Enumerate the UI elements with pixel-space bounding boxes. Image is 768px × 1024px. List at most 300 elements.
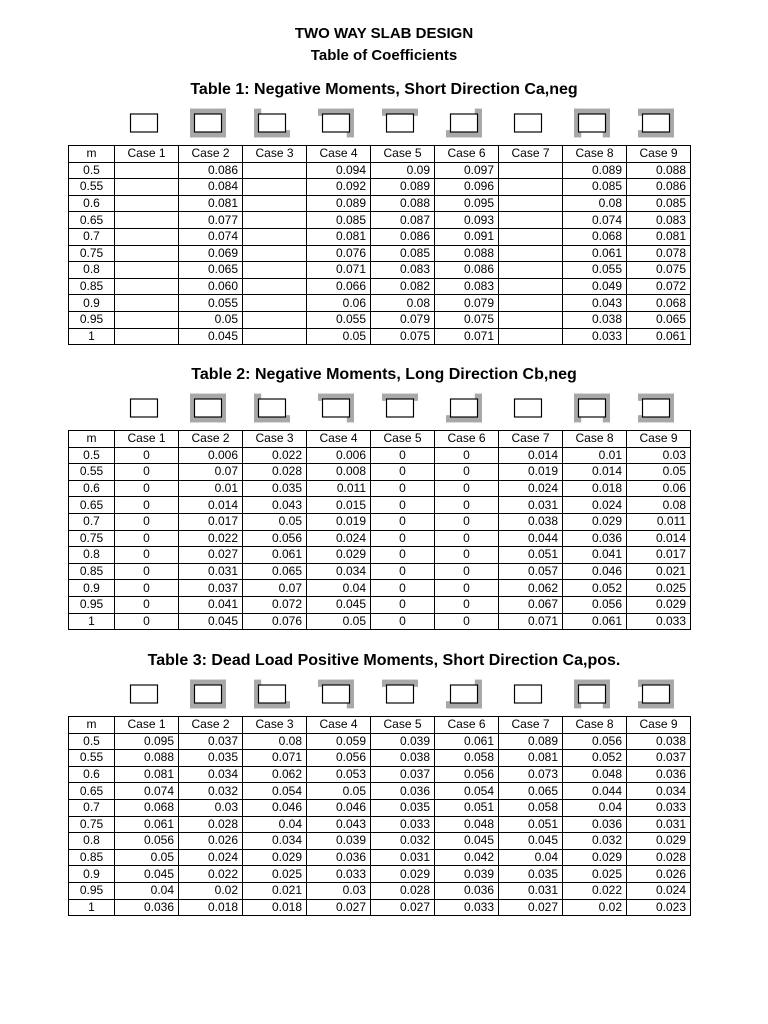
coefficient-cell: 0.081 <box>307 228 371 245</box>
coefficient-cell: 0 <box>115 530 179 547</box>
ratio-cell: 0.75 <box>69 245 115 262</box>
coefficient-cell <box>243 245 307 262</box>
coefficient-cell: 0 <box>371 447 435 464</box>
coefficient-cell: 0.065 <box>243 563 307 580</box>
coefficient-cell: 0 <box>435 464 499 481</box>
coefficient-cell: 0.045 <box>179 328 243 345</box>
coefficient-cell: 0.08 <box>371 295 435 312</box>
coefficient-cell: 0.039 <box>435 866 499 883</box>
case-5-slab-icon <box>382 108 418 138</box>
coefficient-cell: 0.036 <box>627 766 691 783</box>
coefficient-cell: 0 <box>115 596 179 613</box>
coefficient-cell <box>115 245 179 262</box>
coefficient-cell: 0 <box>371 513 435 530</box>
coefficient-cell: 0.052 <box>563 750 627 767</box>
coefficient-cell: 0.051 <box>499 816 563 833</box>
slab-panel-outline <box>579 399 606 417</box>
coefficient-cell: 0.019 <box>307 513 371 530</box>
case-8-slab-icon <box>574 393 610 423</box>
coefficient-cell: 0.032 <box>179 783 243 800</box>
coefficient-cell: 0.039 <box>307 833 371 850</box>
coefficient-cell: 0 <box>115 447 179 464</box>
coefficient-cell: 0.085 <box>563 179 627 196</box>
coefficient-cell: 0.061 <box>435 733 499 750</box>
coefficient-cell: 0.061 <box>563 613 627 630</box>
table-row <box>69 882 691 899</box>
coefficient-cell: 0.045 <box>115 866 179 883</box>
coefficient-cell: 0.04 <box>563 799 627 816</box>
coefficient-cell: 0.049 <box>563 278 627 295</box>
coefficient-cell: 0.024 <box>563 497 627 514</box>
ratio-cell: 0.85 <box>69 849 115 866</box>
ratio-cell: 0.6 <box>69 766 115 783</box>
table-row <box>69 816 691 833</box>
coefficient-cell: 0.038 <box>563 311 627 328</box>
coefficient-cell: 0.068 <box>563 228 627 245</box>
coefficient-cell: 0.075 <box>435 311 499 328</box>
coefficient-cell: 0.073 <box>499 766 563 783</box>
slab-panel-outline <box>643 685 670 703</box>
coefficient-cell: 0.065 <box>179 262 243 279</box>
coefficient-cell: 0.097 <box>435 162 499 179</box>
ratio-cell: 0.55 <box>69 179 115 196</box>
slab-panel-outline <box>195 399 222 417</box>
coefficient-cell: 0.028 <box>627 849 691 866</box>
column-header-case-8: Case 8 <box>563 431 627 448</box>
coefficient-cell <box>243 278 307 295</box>
case-9-slab-icon <box>638 393 674 423</box>
coefficient-cell: 0.027 <box>179 547 243 564</box>
coefficient-cell: 0.029 <box>563 849 627 866</box>
column-header-case-5: Case 5 <box>371 431 435 448</box>
column-header-case-4: Case 4 <box>307 146 371 163</box>
coefficient-cell: 0.038 <box>371 750 435 767</box>
coefficient-cell: 0.029 <box>627 833 691 850</box>
coefficient-cell: 0.074 <box>563 212 627 229</box>
coefficient-cell: 0.029 <box>307 547 371 564</box>
coefficient-cell: 0.056 <box>563 733 627 750</box>
coefficient-cell: 0.089 <box>307 195 371 212</box>
coefficient-cell: 0.06 <box>627 480 691 497</box>
coefficient-cell: 0.029 <box>371 866 435 883</box>
coefficient-cell: 0 <box>371 580 435 597</box>
column-header-case-7: Case 7 <box>499 146 563 163</box>
coefficient-cell: 0 <box>115 580 179 597</box>
coefficient-cell: 0.01 <box>563 447 627 464</box>
coefficient-cell: 0.08 <box>563 195 627 212</box>
coefficient-cell: 0.022 <box>243 447 307 464</box>
coefficient-cell: 0.075 <box>371 328 435 345</box>
coefficient-cell: 0.083 <box>371 262 435 279</box>
coefficient-cell: 0.056 <box>307 750 371 767</box>
case-4-slab-icon <box>318 679 354 709</box>
coefficient-cell: 0.011 <box>307 480 371 497</box>
coefficient-cell: 0.037 <box>627 750 691 767</box>
coefficient-cell: 0.014 <box>499 447 563 464</box>
coefficient-cell: 0.046 <box>563 563 627 580</box>
slab-panel-outline <box>451 685 478 703</box>
coefficient-cell: 0 <box>371 563 435 580</box>
coefficient-table-3 <box>68 716 691 916</box>
column-header-case-4: Case 4 <box>307 431 371 448</box>
coefficient-cell: 0.052 <box>563 580 627 597</box>
coefficient-cell: 0 <box>371 480 435 497</box>
coefficient-cell <box>243 212 307 229</box>
coefficient-cell <box>499 179 563 196</box>
coefficient-cell: 0.07 <box>179 464 243 481</box>
coefficient-cell <box>115 311 179 328</box>
column-header-case-2: Case 2 <box>179 717 243 734</box>
coefficient-cell: 0 <box>435 596 499 613</box>
coefficient-cell: 0.089 <box>499 733 563 750</box>
table-1-title: Table 1: Negative Moments, Short Direction Ca,neg <box>190 81 578 98</box>
coefficient-cell: 0.093 <box>435 212 499 229</box>
coefficient-cell: 0.018 <box>243 899 307 916</box>
coefficient-cell: 0.033 <box>435 899 499 916</box>
table-2-title: Table 2: Negative Moments, Long Direction Cb,neg <box>191 366 577 383</box>
coefficient-cell <box>115 262 179 279</box>
slab-panel-outline <box>195 685 222 703</box>
coefficient-cell: 0.071 <box>435 328 499 345</box>
ratio-cell: 0.5 <box>69 733 115 750</box>
case-6-slab-icon <box>446 393 482 423</box>
coefficient-cell: 0.051 <box>435 799 499 816</box>
column-header-m: m <box>69 717 115 734</box>
coefficient-cell: 0.034 <box>307 563 371 580</box>
coefficient-cell: 0.05 <box>307 783 371 800</box>
table-row <box>69 613 691 630</box>
coefficient-cell: 0.062 <box>243 766 307 783</box>
coefficient-cell: 0.046 <box>243 799 307 816</box>
coefficient-cell: 0.035 <box>499 866 563 883</box>
column-header-case-3: Case 3 <box>243 431 307 448</box>
coefficient-cell: 0.04 <box>115 882 179 899</box>
coefficient-cell: 0.042 <box>435 849 499 866</box>
slab-panel-outline <box>195 114 222 132</box>
coefficient-cell: 0.058 <box>499 799 563 816</box>
table-header-row <box>69 717 691 734</box>
coefficient-cell: 0.033 <box>563 328 627 345</box>
column-header-case-5: Case 5 <box>371 717 435 734</box>
coefficient-cell: 0 <box>115 464 179 481</box>
coefficient-cell: 0.081 <box>627 228 691 245</box>
coefficient-cell: 0.077 <box>179 212 243 229</box>
ratio-cell: 0.8 <box>69 262 115 279</box>
coefficient-cell <box>115 195 179 212</box>
coefficient-cell: 0.022 <box>563 882 627 899</box>
coefficient-cell: 0.006 <box>307 447 371 464</box>
ratio-cell: 0.6 <box>69 480 115 497</box>
coefficient-cell <box>499 278 563 295</box>
column-header-case-6: Case 6 <box>435 431 499 448</box>
case-icon-row <box>0 679 768 713</box>
coefficient-cell: 0.029 <box>563 513 627 530</box>
case-7-slab-icon <box>510 393 546 423</box>
coefficient-cell: 0.023 <box>627 899 691 916</box>
ratio-cell: 0.9 <box>69 295 115 312</box>
coefficient-cell: 0.014 <box>179 497 243 514</box>
coefficient-cell: 0.062 <box>499 580 563 597</box>
coefficient-cell: 0.024 <box>627 882 691 899</box>
coefficient-cell: 0.044 <box>499 530 563 547</box>
coefficient-cell: 0.021 <box>627 563 691 580</box>
coefficient-cell: 0.061 <box>115 816 179 833</box>
slab-panel-outline <box>451 114 478 132</box>
case-8-slab-icon <box>574 108 610 138</box>
coefficient-cell: 0.096 <box>435 179 499 196</box>
coefficient-cell: 0.029 <box>243 849 307 866</box>
coefficient-cell: 0.078 <box>627 245 691 262</box>
coefficient-cell: 0.028 <box>243 464 307 481</box>
table-row <box>69 530 691 547</box>
table-row <box>69 195 691 212</box>
coefficient-cell: 0.05 <box>307 328 371 345</box>
coefficient-cell: 0.026 <box>179 833 243 850</box>
coefficient-cell: 0.071 <box>307 262 371 279</box>
coefficient-cell: 0.095 <box>435 195 499 212</box>
coefficient-cell: 0.028 <box>371 882 435 899</box>
coefficient-cell: 0.03 <box>627 447 691 464</box>
coefficient-cell: 0.006 <box>179 447 243 464</box>
coefficient-cell: 0.07 <box>243 580 307 597</box>
coefficient-cell: 0 <box>435 497 499 514</box>
coefficient-cell <box>115 162 179 179</box>
coefficient-cell: 0 <box>435 447 499 464</box>
coefficient-cell: 0.026 <box>627 866 691 883</box>
ratio-cell: 0.75 <box>69 530 115 547</box>
slab-panel-outline <box>515 399 542 417</box>
coefficient-cell: 0.053 <box>307 766 371 783</box>
coefficient-cell: 0.067 <box>499 596 563 613</box>
coefficient-cell: 0.014 <box>563 464 627 481</box>
table-row <box>69 162 691 179</box>
table-header-row <box>69 146 691 163</box>
coefficient-cell: 0.045 <box>435 833 499 850</box>
document-title: TWO WAY SLAB DESIGN <box>294 25 474 42</box>
coefficient-cell: 0.035 <box>179 750 243 767</box>
coefficient-cell: 0.074 <box>179 228 243 245</box>
case-1-slab-icon <box>126 108 162 138</box>
coefficient-cell: 0.03 <box>179 799 243 816</box>
coefficient-cell: 0.043 <box>563 295 627 312</box>
coefficient-cell: 0.056 <box>243 530 307 547</box>
column-header-case-8: Case 8 <box>563 717 627 734</box>
ratio-cell: 1 <box>69 328 115 345</box>
column-header-case-4: Case 4 <box>307 717 371 734</box>
coefficient-cell: 0.034 <box>179 766 243 783</box>
coefficient-cell: 0.036 <box>115 899 179 916</box>
case-3-slab-icon <box>254 393 290 423</box>
ratio-cell: 0.7 <box>69 513 115 530</box>
slab-panel-outline <box>515 685 542 703</box>
case-2-slab-icon <box>190 679 226 709</box>
coefficient-cell: 0.011 <box>627 513 691 530</box>
coefficient-cell: 0.05 <box>115 849 179 866</box>
coefficient-cell: 0.055 <box>307 311 371 328</box>
coefficient-cell: 0.038 <box>499 513 563 530</box>
coefficient-cell: 0.083 <box>435 278 499 295</box>
coefficient-cell: 0.04 <box>307 580 371 597</box>
coefficient-cell <box>115 212 179 229</box>
column-header-case-5: Case 5 <box>371 146 435 163</box>
coefficient-cell: 0.036 <box>563 530 627 547</box>
column-header-case-9: Case 9 <box>627 146 691 163</box>
coefficient-cell: 0.044 <box>563 783 627 800</box>
case-6-slab-icon <box>446 108 482 138</box>
coefficient-cell: 0.015 <box>307 497 371 514</box>
coefficient-cell: 0.018 <box>563 480 627 497</box>
case-2-slab-icon <box>190 108 226 138</box>
coefficient-cell: 0.061 <box>627 328 691 345</box>
coefficient-cell: 0.03 <box>307 882 371 899</box>
coefficient-cell: 0.046 <box>307 799 371 816</box>
ratio-cell: 0.85 <box>69 563 115 580</box>
coefficient-cell: 0.02 <box>179 882 243 899</box>
coefficient-cell: 0.05 <box>243 513 307 530</box>
coefficient-cell: 0.033 <box>307 866 371 883</box>
table-row <box>69 311 691 328</box>
coefficient-cell: 0.085 <box>371 245 435 262</box>
coefficient-cell: 0.076 <box>243 613 307 630</box>
table-row <box>69 464 691 481</box>
coefficient-cell: 0 <box>435 580 499 597</box>
coefficient-cell <box>499 162 563 179</box>
coefficient-cell: 0.095 <box>115 733 179 750</box>
coefficient-cell: 0.019 <box>499 464 563 481</box>
case-icon-row <box>0 393 768 427</box>
coefficient-cell: 0.041 <box>179 596 243 613</box>
coefficient-cell: 0.017 <box>179 513 243 530</box>
coefficient-cell: 0.061 <box>563 245 627 262</box>
coefficient-cell <box>243 195 307 212</box>
coefficient-cell <box>243 228 307 245</box>
slab-panel-outline <box>259 114 286 132</box>
ratio-cell: 0.5 <box>69 162 115 179</box>
coefficient-cell: 0.086 <box>179 162 243 179</box>
coefficient-cell <box>115 278 179 295</box>
column-header-m: m <box>69 146 115 163</box>
coefficient-cell: 0.084 <box>179 179 243 196</box>
case-9-slab-icon <box>638 679 674 709</box>
coefficient-cell: 0.058 <box>435 750 499 767</box>
coefficient-cell <box>499 212 563 229</box>
coefficient-cell: 0.068 <box>115 799 179 816</box>
coefficient-cell: 0.085 <box>627 195 691 212</box>
coefficient-cell: 0.033 <box>371 816 435 833</box>
coefficient-table-1 <box>68 145 691 345</box>
coefficient-cell: 0.086 <box>371 228 435 245</box>
coefficient-cell: 0 <box>435 513 499 530</box>
coefficient-cell: 0.035 <box>243 480 307 497</box>
coefficient-cell: 0.092 <box>307 179 371 196</box>
coefficient-cell: 0.018 <box>179 899 243 916</box>
coefficient-cell: 0.048 <box>435 816 499 833</box>
coefficient-cell: 0.032 <box>371 833 435 850</box>
table-row <box>69 899 691 916</box>
coefficient-cell <box>243 295 307 312</box>
column-header-case-2: Case 2 <box>179 146 243 163</box>
coefficient-cell: 0.014 <box>627 530 691 547</box>
coefficient-cell <box>115 328 179 345</box>
coefficient-cell: 0.094 <box>307 162 371 179</box>
coefficient-cell: 0.083 <box>627 212 691 229</box>
coefficient-cell: 0.045 <box>307 596 371 613</box>
coefficient-cell: 0.05 <box>627 464 691 481</box>
coefficient-cell: 0.09 <box>371 162 435 179</box>
slab-panel-outline <box>451 399 478 417</box>
coefficient-cell <box>115 179 179 196</box>
case-3-slab-icon <box>254 108 290 138</box>
coefficient-cell: 0 <box>435 530 499 547</box>
table-row <box>69 833 691 850</box>
slab-panel-outline <box>515 114 542 132</box>
coefficient-cell: 0.076 <box>307 245 371 262</box>
coefficient-cell: 0.025 <box>243 866 307 883</box>
coefficient-cell: 0.048 <box>563 766 627 783</box>
table-row <box>69 866 691 883</box>
coefficient-cell: 0.054 <box>243 783 307 800</box>
coefficient-cell <box>243 262 307 279</box>
coefficient-cell: 0 <box>435 547 499 564</box>
column-header-case-6: Case 6 <box>435 146 499 163</box>
slab-panel-outline <box>259 399 286 417</box>
coefficient-cell: 0.086 <box>435 262 499 279</box>
case-4-slab-icon <box>318 108 354 138</box>
coefficient-cell: 0.008 <box>307 464 371 481</box>
coefficient-cell: 0.028 <box>179 816 243 833</box>
coefficient-cell: 0.089 <box>563 162 627 179</box>
ratio-cell: 0.55 <box>69 464 115 481</box>
coefficient-cell <box>499 311 563 328</box>
case-2-slab-icon <box>190 393 226 423</box>
coefficient-cell: 0.088 <box>371 195 435 212</box>
slab-panel-outline <box>387 685 414 703</box>
coefficient-cell: 0.024 <box>179 849 243 866</box>
coefficient-cell: 0 <box>435 480 499 497</box>
coefficient-cell <box>243 179 307 196</box>
coefficient-cell: 0.02 <box>563 899 627 916</box>
table-row <box>69 596 691 613</box>
column-header-case-1: Case 1 <box>115 431 179 448</box>
coefficient-cell <box>499 328 563 345</box>
coefficient-cell: 0.059 <box>307 733 371 750</box>
coefficient-cell: 0.039 <box>371 733 435 750</box>
table-row <box>69 733 691 750</box>
coefficient-cell: 0.031 <box>499 882 563 899</box>
ratio-cell: 0.95 <box>69 882 115 899</box>
coefficient-cell: 0.074 <box>115 783 179 800</box>
coefficient-cell: 0 <box>115 497 179 514</box>
slab-panel-outline <box>131 685 158 703</box>
table-row <box>69 563 691 580</box>
case-8-slab-icon <box>574 679 610 709</box>
coefficient-cell: 0.061 <box>243 547 307 564</box>
coefficient-cell: 0.034 <box>627 783 691 800</box>
table-row <box>69 295 691 312</box>
table-row <box>69 849 691 866</box>
table-row <box>69 547 691 564</box>
coefficient-cell: 0.033 <box>627 799 691 816</box>
coefficient-cell: 0.08 <box>243 733 307 750</box>
table-row <box>69 179 691 196</box>
slab-panel-outline <box>323 399 350 417</box>
ratio-cell: 0.9 <box>69 866 115 883</box>
coefficient-cell: 0.088 <box>627 162 691 179</box>
coefficient-cell: 0 <box>371 613 435 630</box>
ratio-cell: 0.5 <box>69 447 115 464</box>
coefficient-cell: 0.033 <box>627 613 691 630</box>
column-header-case-2: Case 2 <box>179 431 243 448</box>
